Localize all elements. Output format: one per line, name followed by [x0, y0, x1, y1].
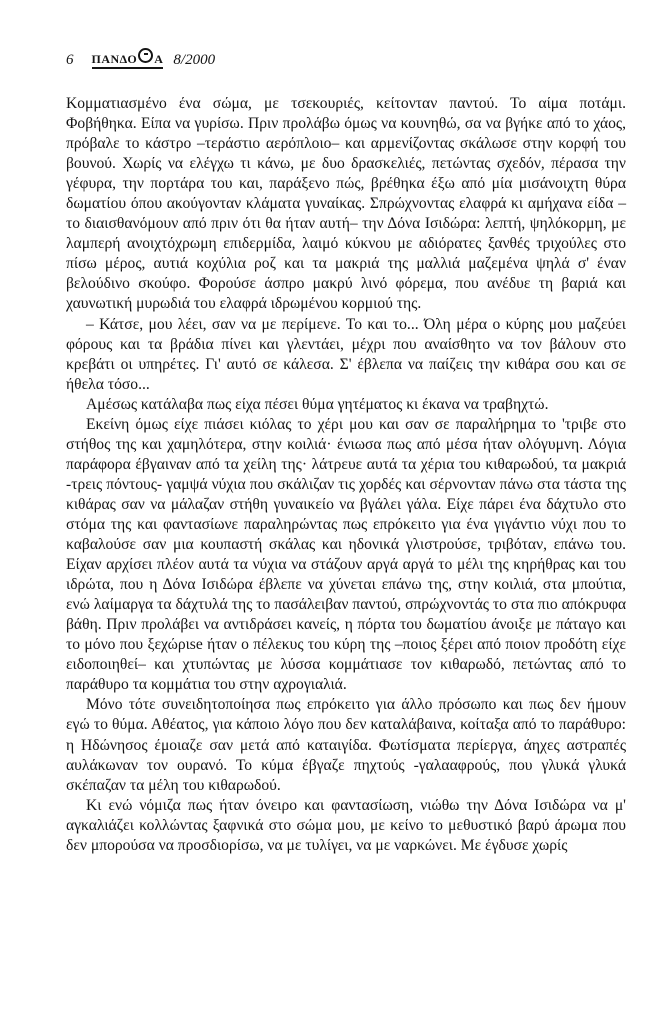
- paragraph-3: Αμέσως κατάλαβα πως είχα πέσει θύμα γητέματος κι έκανα να τραβηχτώ.: [86, 395, 549, 413]
- page-header: [66, 49, 215, 71]
- magazine-logo: [92, 51, 164, 69]
- paragraph-1: Κομματιασμένο ένα σώμα, με τσεκουριές, κείτονταν παντού. Το αίμα ποτάμι. Φοβήθηκα. Είπα να γυρίσω. Πριν προλάβω όμως να κουνηθώ, σα να βγήκε από το χάος, πρόβαλε το κάστρο –τεράστιο αερόπλοιο– και αρμενίζοντας σκάλωσε στην κορφή του βουνού. Χωρίς να ελέγχω τι κάνω, με δυο δρασκελιές, πετώντας σχεδόν, πέρασα την γέφυρα, την πορτάρα του και, παράξενο πώς, βρέθηκα έξω από μία μισάνοιχτη θύρα δωματίου όπου ακούγονταν κλάματα γυναίκας. Σπρώχνοντας ελαφρά κι αμήχανα είδα –το διαισθανόμουν από πριν ότι θα ήταν αυτή– την Δόνα Ισιδώρα: λεπτή, ψηλόκορμη, με λαμπερή ανοιχτόχρωμη επιδερμίδα, λαιμό κύκνου με αδιόρατες ξανθές τριχούλες στο πίσω μέρος, αυτιά κοχύλια ροζ και τα μακριά της μαλλιά μαζεμένα ψηλά σ' έναν βελούδινο σκούφο. Φορούσε άσπρο μακρύ λινό φόρεμα, που ανέδυε τη βαριά και χαυνωτική μυρωδιά του ελαφρά ιδρωμένου κορμιού της.: [66, 95, 626, 313]
- logo-text-left: ΠΑΝΔΟ: [91, 51, 138, 66]
- paragraph-4: Εκείνη όμως είχε πιάσει κιόλας το χέρι μου και σαν σε παραλήρημα το 'τριβε στο στήθος της και χαμηλότερα, στην κοιλιά· ένιωσα πως από μέσα ήταν ολόγυμνη. Λόγια παράφορα έβγαιναν από τα χείλη της· λάτρευε αυτά τα χέρια του κιθαρωδού, τα μακριά -τρεις πόντους- γαμψά νύχια που σκάλιζαν τις χορδές και σέρνονταν πάνω στα τάστα της κιθάρας σαν να μάλαζαν στήθη γυναικείο να βγάλει γάλα. Είχε πάρει ένα δάχτυλο στο στόμα της και φαντασίωνε παραληρώντας πως επρόκειτο για ένα γιγάντιο νύχι που το καβαλούσε σαν μια κουπαστή σκάλας και ηδονικά γλιστρούσε, τριβόταν, επάνω του. Είχαν αρχίσει πλέον αυτά τα νύχια να στάζουν αργά αργά το μέλι της κηρήθρας και του ιδρώτα, που η Δόνα Ισιδώρα έβλεπε να χύνεται επάνω της, στην κοιλιά, στα μπούτια, ενώ λαίμαργα τα δάχτυλά της το πασάλειβαν παντού, σπρώχνοντάς το στα πιο απόκρυφα βάθη. Πριν προλάβει να αντιδράσει κανείς, η πόρτα του δωματίου άνοιξε με πάταγο και το μόνο που ξεχώριse ήταν ο πέλεκυς του κύρη της –ποιος ξέρει από ποιον προδότη είχε ειδοποιηθεί– και χτυπώντας με λύσσα κομμάτιασε τον κιθαρωδό, πετώντας από το παράθυρο τα κομμάτια του στην αχρογιαλιά.: [66, 415, 626, 694]
- logo-circle-icon: [138, 48, 153, 63]
- paragraph-6: Κι ενώ νόμιζα πως ήταν όνειρο και φαντασίωση, νιώθω την Δόνα Ισιδώρα να μ' αγκαλιάζει κολλώντας ξαφνικά στο σώμα μου, με κείνο το μεθυστικό βαρύ άρωμα που δεν μπορούσα να προσδιορίσω, να με τυλίγει, να με ναρκώνει. Με έγδυσε χωρίς: [66, 796, 626, 854]
- issue-number: 8/2000: [173, 51, 216, 68]
- page-number: 6: [66, 51, 74, 68]
- paragraph-2: – Κάτσε, μου λέει, σαν να με περίμενε. Το και το... Όλη μέρα ο κύρης μου μαζεύει φόρους και τα βράδια πίνει και γλεντάει, μέχρι που αναίσθητο να τον βάλουν στο κρεβάτι οι υπηρέτες. Γι' αυτό σε κάλεσα. Σ' έβλεπα να παίζεις την κιθάρα σου και σε ήθελα τόσο...: [66, 315, 626, 393]
- article-body: [66, 94, 626, 856]
- logo-text-right: Α: [154, 51, 164, 66]
- paragraph-5: Μόνο τότε συνειδητοποίησα πως επρόκειτο για άλλο πρόσωπο και πως δεν ήμουν εγώ το θύμα. Αθέατος, για κάποιο λόγο που δεν καταλάβαινα, κοίταξα από το παράθυρο: η Ηδώνησος έμοιαζε σαν μετά από καταιγίδα. Φωτίσματα περίεργα, άηχες αστραπές αυλάκωναν τον ουρανό. Το κύμα έβγαζε πηχτούς -γαλααφρούς, που γλυκά γλυκά σκέπαζαν τα μέλη του κιθαρωδού.: [66, 696, 626, 794]
